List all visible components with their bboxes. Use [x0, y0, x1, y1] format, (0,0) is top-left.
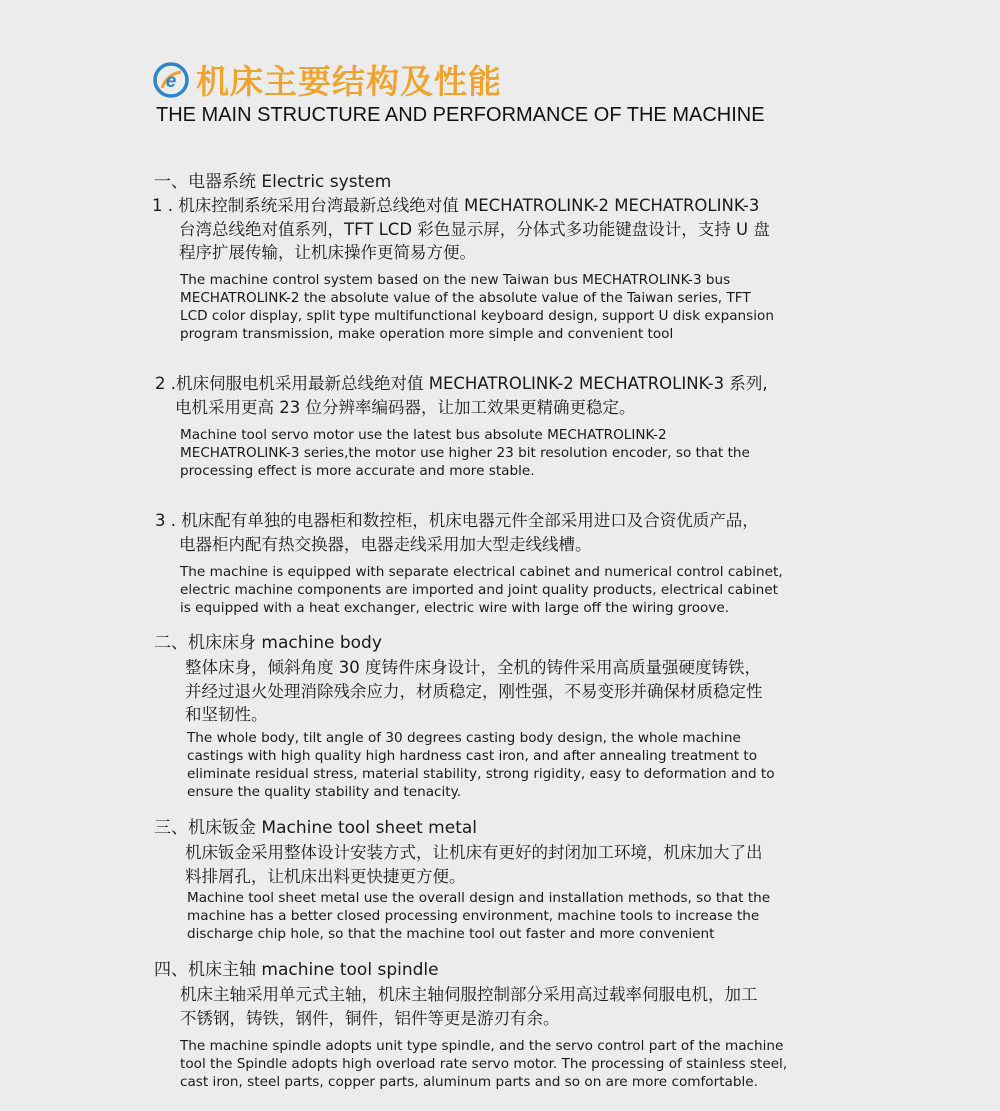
- sheet-metal-english: [187, 889, 770, 943]
- text-line: LCD color display, split type multifunctional keyboard design, support U disk expansion: [180, 308, 774, 324]
- text-line: 并经过退火处理消除残余应力，材质稳定，刚性强，不易变形并确保材质稳定性: [185, 681, 763, 701]
- text-line: Machine tool sheet metal use the overall design and installation methods, so that the: [187, 890, 771, 906]
- text-line: The machine spindle adopts unit type spindle, and the servo control part of the machine: [180, 1038, 784, 1054]
- text-line: eliminate residual stress, material stability, strong rigidity, easy to deformation and to: [187, 766, 775, 782]
- text-line: discharge chip hole, so that the machine tool out faster and more convenient: [187, 926, 715, 942]
- electric-item-3-chinese: [155, 509, 805, 556]
- page-title-english: THE MAIN STRUCTURE AND PERFORMANCE OF THE MACHINE: [156, 104, 765, 126]
- text-line: 电器柜内配有热交换器，电器走线采用加大型走线线槽。: [179, 534, 592, 554]
- text-line: 料排屑孔，让机床出料更快捷更方便。: [185, 866, 466, 886]
- text-line: The machine is equipped with separate electrical cabinet and numerical control cabinet,: [180, 564, 783, 580]
- text-line: 电机采用更高 23 位分辨率编码器，让加工效果更精确更稳定。: [175, 397, 636, 417]
- text-line: processing effect is more accurate and more stable.: [180, 463, 535, 479]
- section-heading-electric-system: 一、电器系统 Electric system: [154, 172, 392, 192]
- text-line: 2 .机床伺服电机采用最新总线绝对值 MECHATROLINK-2 MECHATROLINK-3 系列,: [155, 374, 768, 393]
- text-line: MECHATROLINK-2 the absolute value of the absolute value of the Taiwan series, TFT: [180, 290, 751, 306]
- section-heading-machine-body: 二、机床床身 machine body: [154, 633, 382, 653]
- text-line: program transmission, make operation more simple and convenient tool: [180, 326, 674, 342]
- spindle-english: [180, 1037, 787, 1091]
- text-line: 和坚韧性。: [185, 705, 268, 724]
- company-logo-icon: [153, 62, 189, 98]
- text-line: 1 . 机床控制系统采用台湾最新总线绝对值 MECHATROLINK-2 MECHATROLINK-3: [152, 196, 760, 215]
- text-line: 整体床身，倾斜角度 30 度铸件床身设计，全机的铸件采用高质量强硬度铸铁，: [185, 658, 761, 677]
- text-line: cast iron, steel parts, copper parts, aluminum parts and so on are more comfortable.: [180, 1074, 758, 1090]
- text-line: machine has a better closed processing environment, machine tools to increase the: [187, 908, 760, 924]
- text-line: 3 . 机床配有单独的电器柜和数控柜，机床电器元件全部采用进口及合资优质产品，: [155, 511, 759, 530]
- text-line: The machine control system based on the new Taiwan bus MECHATROLINK-3 bus: [180, 272, 731, 288]
- text-line: is equipped with a heat exchanger, electric wire with large off the wiring groove.: [180, 600, 730, 616]
- text-line: 程序扩展传输，让机床操作更简易方便。: [179, 243, 476, 262]
- electric-item-3-english: [180, 563, 783, 617]
- text-line: electric machine components are imported and joint quality products, electrical cabinet: [180, 582, 778, 598]
- page-title-chinese: 机床主要结构及性能: [196, 62, 502, 101]
- text-line: 台湾总线绝对值系列，TFT LCD 彩色显示屏，分体式多功能键盘设计，支持 U 盘: [179, 219, 770, 239]
- spindle-chinese: [180, 983, 830, 1030]
- electric-item-1-english: [180, 271, 774, 343]
- machine-body-english: [187, 729, 775, 801]
- text-line: tool the Spindle adopts high overload rate servo motor. The processing of stainless steel,: [180, 1056, 788, 1072]
- text-line: castings with high quality high hardness cast iron, and after annealing treatment to: [187, 748, 758, 764]
- electric-item-2-english: [180, 426, 750, 480]
- machine-body-chinese: [185, 656, 835, 727]
- text-line: 机床钣金采用整体设计安装方式，让机床有更好的封闭加工环境，机床加大了出: [185, 843, 763, 862]
- text-line: MECHATROLINK-3 series,the motor use higher 23 bit resolution encoder, so that the: [180, 445, 750, 461]
- text-line: 不锈钢，铸铁，钢件，铜件，铝件等更是游刃有余。: [180, 1008, 560, 1028]
- text-line: ensure the quality stability and tenacity.: [187, 784, 462, 800]
- text-line: The whole body, tilt angle of 30 degrees casting body design, the whole machine: [187, 730, 741, 746]
- section-heading-spindle: 四、机床主轴 machine tool spindle: [154, 960, 439, 980]
- text-line: 机床主轴采用单元式主轴，机床主轴伺服控制部分采用高过载率伺服电机，加工: [180, 985, 758, 1004]
- section-heading-sheet-metal: 三、机床钣金 Machine tool sheet metal: [154, 818, 478, 838]
- svg-text:e: e: [165, 71, 177, 92]
- sheet-metal-chinese: [185, 841, 835, 888]
- electric-item-1-chinese: [152, 194, 802, 265]
- text-line: Machine tool servo motor use the latest bus absolute MECHATROLINK-2: [180, 427, 667, 443]
- electric-item-2-chinese: [155, 372, 805, 419]
